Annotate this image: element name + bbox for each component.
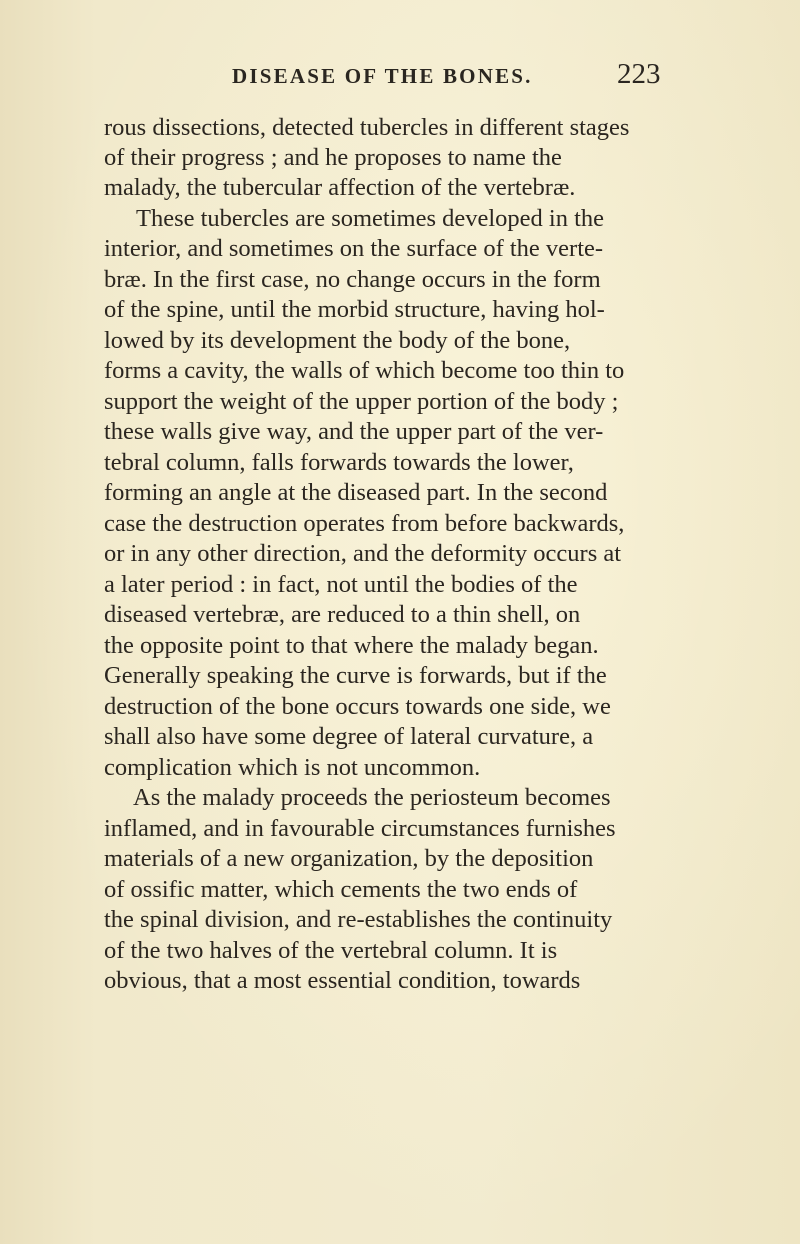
text-line: As the malady proceeds the periosteum becomes [133,784,611,811]
text-line: forming an angle at the diseased part. In the second [104,479,608,506]
text-line: diseased vertebræ, are reduced to a thin shell, on [104,601,581,628]
text-line: of the two halves of the vertebral column. It is [104,937,558,964]
text-line: destruction of the bone occurs towards one side, we [104,693,611,720]
text-line: shall also have some degree of lateral curvature, a [104,723,594,750]
text-line: the spinal division, and re-establishes the continuity [104,906,613,933]
text-line: bræ. In the first case, no change occurs in the form [104,266,601,293]
text-line: the opposite point to that where the malady began. [104,632,599,659]
text-line: of the spine, until the morbid structure, having hol- [104,296,605,323]
text-line: obvious, that a most essential condition, towards [104,967,581,994]
text-line: tebral column, falls forwards towards the lower, [104,449,574,476]
text-line: of their progress ; and he proposes to name the [104,144,562,171]
page-header [0,58,800,94]
page-number: 223 [617,58,661,90]
text-line: of ossific matter, which cements the two ends of [104,876,578,903]
text-line: case the destruction operates from before backwards, [104,510,625,537]
text-line: these walls give way, and the upper part of the ver- [104,418,604,445]
text-line: lowed by its development the body of the bone, [104,327,571,354]
text-line: or in any other direction, and the deformity occurs at [104,540,622,567]
text-line: rous dissections, detected tubercles in different stages [104,114,630,141]
text-line: inflamed, and in favourable circumstances furnishes [104,815,616,842]
text-line: malady, the tubercular affection of the vertebræ. [104,174,576,201]
text-line: a later period : in fact, not until the bodies of the [104,571,578,598]
text-line: interior, and sometimes on the surface of the verte- [104,235,604,262]
text-line: forms a cavity, the walls of which become too thin to [104,357,625,384]
text-line: complication which is not uncommon. [104,754,481,781]
text-line: Generally speaking the curve is forwards, but if the [104,662,607,689]
text-line: support the weight of the upper portion of the body ; [104,388,619,415]
text-line: materials of a new organization, by the deposition [104,845,594,872]
text-line: These tubercles are sometimes developed in the [136,205,605,232]
running-title: DISEASE OF THE BONES. [232,64,533,88]
